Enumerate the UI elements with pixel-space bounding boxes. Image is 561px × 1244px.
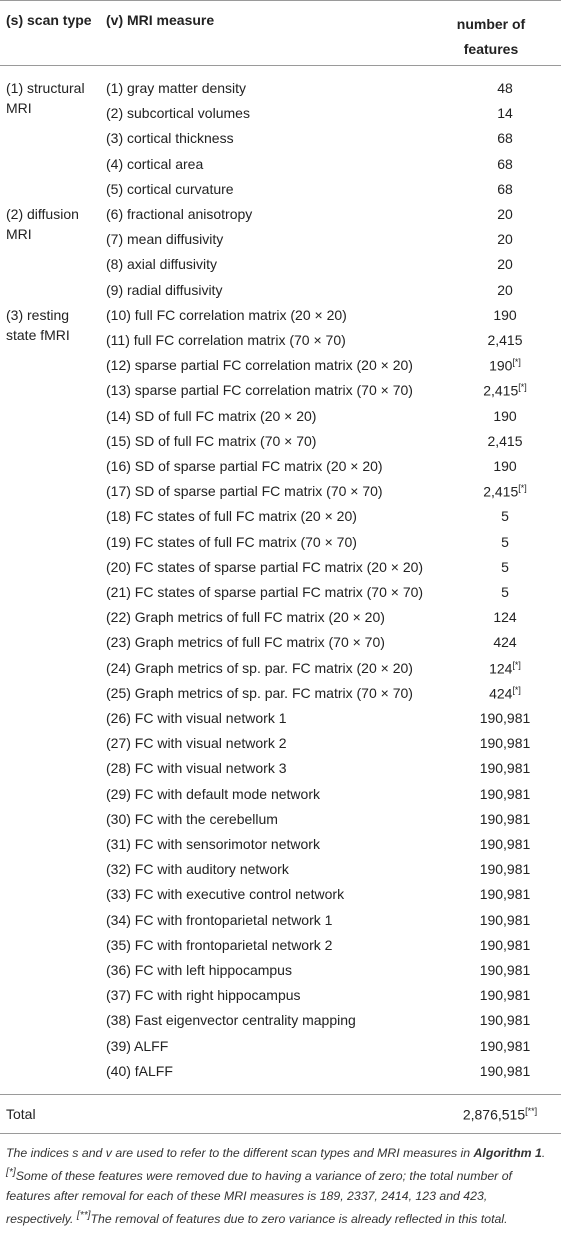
mri-measure-cell: (23) Graph metrics of full FC matrix (70 × 70)	[106, 634, 385, 651]
feature-count-cell: 190,981	[479, 886, 531, 903]
table-footnote: The indices s and v are used to refer to the different scan types and MRI measures in Algorithm 1. [*]Some of these features were removed due to having a variance of zero; the total number of features after removal for each of these MRI measures is 189, 2337, 2414, 123 and 423, respectively. [**]The removal of features due to zero variance is already reflected in this total.	[6, 1146, 546, 1227]
feature-count-cell: 190,981	[479, 861, 531, 878]
header-number-of-features: number of features	[456, 16, 526, 57]
table-row	[0, 151, 561, 176]
feature-count-cell: 20	[497, 206, 513, 222]
table-row	[0, 932, 561, 957]
mri-measure-cell: (6) fractional anisotropy	[106, 206, 253, 222]
mri-measure-cell: (12) sparse partial FC correlation matrix (20 × 20)	[106, 357, 413, 374]
feature-count-cell: 190,981	[479, 1062, 531, 1079]
table-row	[0, 453, 561, 478]
mri-measure-cell: (31) FC with sensorimotor network	[106, 836, 320, 852]
table-row	[0, 831, 561, 856]
mri-measure-cell: (19) FC states of full FC matrix (70 × 70)	[106, 533, 357, 550]
feature-count-cell: 190,981	[479, 1012, 531, 1029]
feature-count-cell: 20	[497, 256, 513, 273]
mri-measure-cell: (20) FC states of sparse partial FC matrix (20 × 20)	[106, 558, 424, 575]
feature-count-cell: 190	[493, 458, 517, 474]
feature-count-cell: 2,415	[487, 432, 523, 449]
table-row	[0, 604, 561, 629]
total-value: 2,876,515[**]	[462, 1106, 538, 1123]
mri-measure-cell: (24) Graph metrics of sp. par. FC matrix (20 × 20)	[106, 659, 413, 676]
mri-measure-cell: (34) FC with frontoparietal network 1	[106, 911, 333, 928]
footnote-mark: [*]	[518, 483, 527, 494]
mri-measure-cell: (26) FC with visual network 1	[106, 710, 287, 726]
table-row	[0, 907, 561, 932]
feature-count-cell: 48	[497, 80, 513, 96]
table-row	[0, 1033, 561, 1058]
mri-measure-cell: (37) FC with right hippocampus	[106, 987, 301, 1004]
table-row	[0, 100, 561, 125]
mri-measure-cell: (11) full FC correlation matrix (70 × 70)	[106, 332, 346, 348]
mri-measure-cell: (10) full FC correlation matrix (20 × 20)	[106, 306, 347, 323]
mri-measure-cell: (1) gray matter density	[106, 80, 247, 96]
feature-count-cell: 124	[493, 609, 517, 626]
table-row	[0, 377, 561, 402]
table-row	[0, 982, 561, 1007]
table-row	[0, 201, 561, 226]
table-row	[0, 655, 561, 680]
feature-count-cell: 5	[501, 508, 509, 525]
header-mri-measure: (v) MRI measure	[106, 12, 215, 28]
feature-count-cell: 5	[501, 558, 509, 575]
feature-count-cell: 424	[493, 634, 517, 651]
feature-count-cell: 424[*]	[489, 684, 521, 702]
feature-count-cell: 190,981	[479, 1037, 531, 1054]
feature-count-cell: 5	[501, 584, 509, 600]
feature-count-cell: 190	[493, 306, 517, 323]
mri-measure-cell: (39) ALFF	[106, 1037, 169, 1054]
mri-measure-cell: (4) cortical area	[106, 155, 204, 172]
mri-measure-cell: (30) FC with the cerebellum	[106, 810, 278, 827]
mri-measure-cell: (38) Fast eigenvector centrality mapping	[106, 1012, 356, 1029]
table-row	[0, 226, 561, 251]
mri-measure-cell: (15) SD of full FC matrix (70 × 70)	[106, 432, 317, 449]
mri-measure-cell: (32) FC with auditory network	[106, 861, 289, 878]
mri-measure-cell: (2) subcortical volumes	[106, 105, 250, 122]
mri-measure-cell: (33) FC with executive control network	[106, 886, 345, 903]
feature-count-cell: 190,981	[479, 810, 531, 827]
feature-count-cell: 2,415[*]	[483, 382, 527, 400]
table-header	[0, 0, 561, 62]
feature-count-cell: 190,981	[479, 785, 531, 802]
table-row	[0, 403, 561, 428]
footnote-mark: [*]	[518, 382, 527, 393]
mri-measure-cell: (8) axial diffusivity	[106, 256, 218, 273]
table-row	[0, 755, 561, 780]
mri-measure-cell: (18) FC states of full FC matrix (20 × 20)	[106, 508, 357, 525]
table-row	[0, 856, 561, 881]
table-row	[0, 1007, 561, 1032]
feature-count-cell: 5	[501, 533, 509, 550]
feature-count-cell: 124[*]	[489, 659, 521, 677]
table-row	[0, 251, 561, 276]
mri-measure-cell: (9) radial diffusivity	[106, 281, 223, 298]
table-row	[0, 1058, 561, 1083]
table-row	[0, 529, 561, 554]
mri-measure-cell: (36) FC with left hippocampus	[106, 962, 292, 978]
mri-measure-cell: (35) FC with frontoparietal network 2	[106, 936, 333, 953]
scan-type-resting-state: (3) resting state fMRI	[6, 307, 70, 343]
footnote-mark: [*]	[512, 357, 521, 368]
feature-count-cell: 190,981	[479, 836, 531, 852]
mri-measure-cell: (5) cortical curvature	[106, 180, 234, 197]
table-body-bottom-rule	[0, 1094, 561, 1095]
feature-count-cell: 190,981	[479, 987, 531, 1004]
total-label: Total	[6, 1106, 36, 1122]
table-row	[0, 806, 561, 831]
table-row	[0, 680, 561, 705]
mri-measure-cell: (28) FC with visual network 3	[106, 760, 287, 777]
table-row	[0, 302, 561, 327]
mri-measure-cell: (25) Graph metrics of sp. par. FC matrix (70 × 70)	[106, 684, 413, 701]
table-row	[0, 176, 561, 201]
feature-count-cell: 190,981	[479, 936, 531, 953]
mri-measure-cell: (17) SD of sparse partial FC matrix (70 × 70)	[106, 483, 383, 500]
feature-count-cell: 68	[497, 130, 513, 147]
feature-count-cell: 20	[497, 281, 513, 298]
mri-measure-cell: (21) FC states of sparse partial FC matrix (70 × 70)	[106, 584, 424, 600]
mri-measure-cell: (29) FC with default mode network	[106, 785, 320, 802]
feature-count-cell: 20	[497, 231, 513, 248]
feature-count-cell: 68	[497, 180, 513, 197]
table-row	[0, 428, 561, 453]
table-row	[0, 705, 561, 730]
table-row	[0, 478, 561, 503]
header-bottom-rule	[0, 65, 561, 66]
feature-count-cell: 190,981	[479, 735, 531, 752]
feature-count-cell: 14	[497, 105, 513, 122]
mri-measure-cell: (22) Graph metrics of full FC matrix (20 × 20)	[106, 609, 385, 626]
mri-measure-cell: (40) fALFF	[106, 1062, 173, 1079]
table-row	[0, 781, 561, 806]
mri-measure-cell: (14) SD of full FC matrix (20 × 20)	[106, 407, 317, 424]
total-row	[0, 1100, 561, 1130]
mri-measure-cell: (3) cortical thickness	[106, 130, 234, 147]
total-footnote-mark: [**]	[525, 1106, 538, 1116]
scan-type-diffusion: (2) diffusion MRI	[6, 206, 79, 242]
table-row	[0, 957, 561, 982]
mri-measure-cell: (27) FC with visual network 2	[106, 735, 287, 752]
algorithm-reference: Algorithm 1	[473, 1146, 542, 1160]
table-row	[0, 881, 561, 906]
mri-measure-cell: (16) SD of sparse partial FC matrix (20 × 20)	[106, 458, 383, 474]
table-row	[0, 75, 561, 100]
feature-count-cell: 190,981	[479, 760, 531, 777]
table-row	[0, 327, 561, 352]
table-row	[0, 125, 561, 150]
header-scan-type: (s) scan type	[6, 12, 92, 28]
mri-measure-cell: (7) mean diffusivity	[106, 231, 224, 248]
table-bottom-rule	[0, 1133, 561, 1134]
feature-count-cell: 190,981	[479, 962, 531, 978]
table-row	[0, 503, 561, 528]
feature-count-cell: 190	[493, 407, 517, 424]
footnote-mark: [*]	[512, 684, 521, 695]
table-row	[0, 629, 561, 654]
feature-count-cell: 2,415	[487, 332, 523, 348]
table-row	[0, 730, 561, 755]
table-row	[0, 352, 561, 377]
table-row	[0, 277, 561, 302]
feature-count-cell: 2,415[*]	[483, 483, 527, 500]
mri-measure-cell: (13) sparse partial FC correlation matrix (70 × 70)	[106, 382, 413, 399]
table-row	[0, 579, 561, 604]
table-row	[0, 554, 561, 579]
feature-count-cell: 68	[497, 155, 513, 172]
scan-type-structural: (1) structural MRI	[6, 80, 85, 116]
feature-count-cell: 190[*]	[489, 357, 521, 374]
feature-count-cell: 190,981	[479, 710, 531, 726]
feature-count-cell: 190,981	[479, 911, 531, 928]
footnote-mark: [*]	[512, 659, 521, 670]
